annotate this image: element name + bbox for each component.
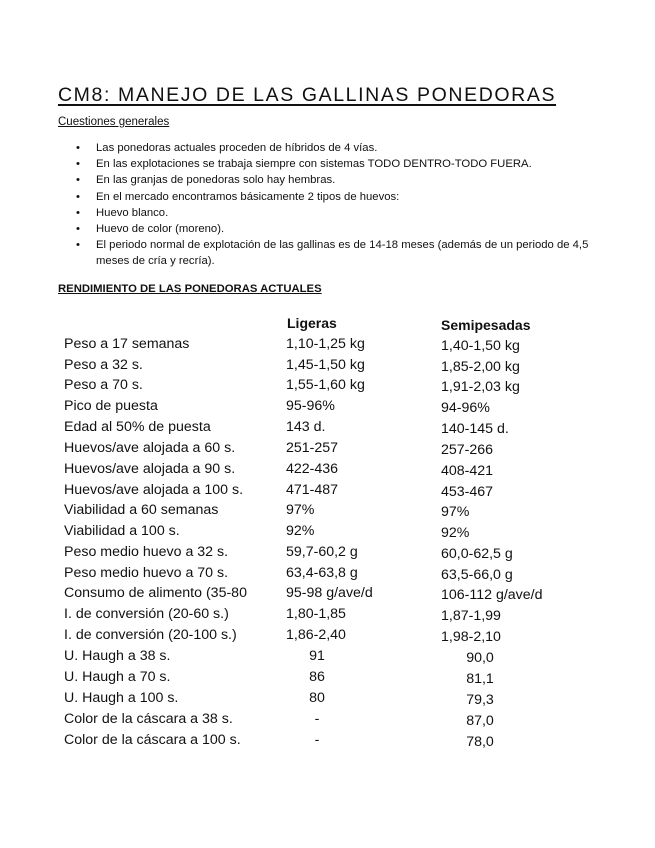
cell-semipesadas: 106-112 g/ave/d (441, 587, 543, 603)
list-item: • En las explotaciones se trabaja siempre con sistemas TODO DENTRO-TODO FUERA. (76, 158, 532, 171)
list-item-text: El periodo normal de explotación de las gallinas es de 14-18 meses (además de un periodo de 4,5 meses de cría y recría). (96, 239, 589, 268)
cell-ligeras: 143 d. (286, 419, 326, 435)
cell-semipesadas: 1,40-1,50 kg (441, 338, 520, 354)
cell-ligeras: 251-257 (286, 440, 339, 456)
row-label: Huevos/ave alojada a 60 s. (64, 440, 236, 456)
list-item-text: En el mercado encontramos básicamente 2 tipos de huevos: (96, 190, 400, 203)
subtitle: Cuestiones generales (58, 116, 170, 128)
list-item-text: Huevo blanco. (96, 206, 169, 219)
table-row (0, 711, 655, 731)
cell-semipesadas: 92% (441, 525, 470, 541)
table-row (0, 523, 655, 543)
cell-ligeras: 92% (286, 523, 315, 539)
page-title: CM8: MANEJO DE LAS GALLINAS PONEDORAS (58, 84, 557, 106)
cell-ligeras: - (314, 732, 320, 748)
row-label: Huevos/ave alojada a 100 s. (64, 482, 244, 498)
row-label: Viabilidad a 100 s. (64, 523, 180, 539)
list-item: • El periodo normal de explotación de las gallinas es de 14-18 meses (además de un periodo de 4,5 meses de cría y recría). (76, 239, 589, 268)
table-row (0, 398, 655, 418)
row-label: U. Haugh a 38 s. (64, 648, 171, 664)
table-row (0, 336, 655, 356)
table-row (0, 440, 655, 460)
table-row (0, 606, 655, 626)
cell-ligeras: 80 (309, 690, 325, 706)
row-label: Edad al 50% de puesta (64, 419, 211, 435)
cell-semipesadas: 1,87-1,99 (441, 608, 501, 624)
table-row (0, 627, 655, 647)
row-label: I. de conversión (20-60 s.) (64, 606, 229, 622)
cell-semipesadas: 79,3 (466, 692, 494, 708)
table-row (0, 544, 655, 564)
row-label: Peso medio huevo a 70 s. (64, 565, 229, 581)
list-item: • Las ponedoras actuales proceden de híbridos de 4 vías. (76, 142, 378, 154)
row-label: U. Haugh a 100 s. (64, 690, 179, 706)
list-item: • En las granjas de ponedoras solo hay hembras. (76, 174, 336, 187)
cell-semipesadas: 453-467 (441, 484, 494, 500)
list-item-text: Huevo de color (moreno). (96, 223, 225, 236)
row-label: Pico de puesta (64, 398, 158, 414)
row-label: Huevos/ave alojada a 90 s. (64, 461, 236, 477)
list-item: • Huevo blanco. (76, 206, 169, 219)
cell-ligeras: 1,80-1,85 (286, 606, 346, 622)
cell-semipesadas: 408-421 (441, 463, 494, 479)
row-label: Peso medio huevo a 32 s. (64, 544, 229, 560)
cell-ligeras: - (314, 711, 320, 727)
cell-semipesadas: 1,85-2,00 kg (441, 359, 520, 375)
table-row (0, 377, 655, 397)
table-row (0, 419, 655, 439)
cell-ligeras: 1,86-2,40 (286, 627, 346, 643)
cell-ligeras: 422-436 (286, 461, 339, 477)
cell-ligeras: 97% (286, 502, 315, 518)
cell-semipesadas: 140-145 d. (441, 421, 509, 437)
cell-semipesadas: 87,0 (466, 713, 494, 729)
row-label: Viabilidad a 60 semanas (64, 502, 219, 518)
list-item-text: Las ponedoras actuales proceden de híbridos de 4 vías. (96, 142, 378, 154)
cell-ligeras: 1,45-1,50 kg (286, 357, 365, 373)
table-row (0, 669, 655, 689)
cell-ligeras: 1,10-1,25 kg (286, 336, 365, 352)
cell-semipesadas: 257-266 (441, 442, 494, 458)
cell-ligeras: 59,7-60,2 g (286, 544, 358, 560)
column-header-semipesadas: Semipesadas (441, 317, 531, 333)
cell-semipesadas: 60,0-62,5 g (441, 546, 513, 562)
table-row (0, 690, 655, 710)
cell-semipesadas: 1,91-2,03 kg (441, 379, 520, 395)
table-row (0, 585, 655, 605)
cell-ligeras: 471-487 (286, 482, 339, 498)
table-row (0, 648, 655, 668)
cell-semipesadas: 1,98-2,10 (441, 629, 501, 645)
row-label: Peso a 32 s. (64, 357, 143, 373)
row-label: Peso a 70 s. (64, 377, 143, 393)
table-row (0, 461, 655, 481)
cell-ligeras: 95-96% (286, 398, 335, 414)
section-title: RENDIMIENTO DE LAS PONEDORAS ACTUALES (58, 283, 322, 295)
row-label: Peso a 17 semanas (64, 336, 190, 352)
row-label: I. de conversión (20-100 s.) (64, 627, 237, 643)
cell-semipesadas: 90,0 (466, 650, 494, 666)
cell-ligeras: 91 (309, 648, 325, 664)
cell-ligeras: 95-98 g/ave/d (286, 585, 373, 601)
cell-semipesadas: 94-96% (441, 400, 490, 416)
table-row (0, 502, 655, 522)
cell-ligeras: 63,4-63,8 g (286, 565, 358, 581)
list-item-text: En las granjas de ponedoras solo hay hembras. (96, 174, 336, 187)
row-label: Color de la cáscara a 38 s. (64, 711, 233, 727)
list-item-text: En las explotaciones se trabaja siempre con sistemas TODO DENTRO-TODO FUERA. (96, 158, 532, 171)
cell-semipesadas: 78,0 (466, 734, 494, 750)
column-header-ligeras: Ligeras (287, 315, 337, 331)
cell-semipesadas: 81,1 (466, 671, 494, 687)
table-row (0, 482, 655, 502)
list-item: • En el mercado encontramos básicamente 2 tipos de huevos: (76, 190, 400, 203)
row-label: U. Haugh a 70 s. (64, 669, 171, 685)
row-label: Color de la cáscara a 100 s. (64, 732, 241, 748)
row-label: Consumo de alimento (35-80 (64, 585, 247, 601)
cell-ligeras: 1,55-1,60 kg (286, 377, 365, 393)
cell-semipesadas: 97% (441, 504, 470, 520)
cell-ligeras: 86 (309, 669, 325, 685)
list-item: • Huevo de color (moreno). (76, 223, 225, 236)
table-row (0, 732, 655, 752)
table-row (0, 565, 655, 585)
cell-semipesadas: 63,5-66,0 g (441, 567, 513, 583)
table-row (0, 357, 655, 377)
